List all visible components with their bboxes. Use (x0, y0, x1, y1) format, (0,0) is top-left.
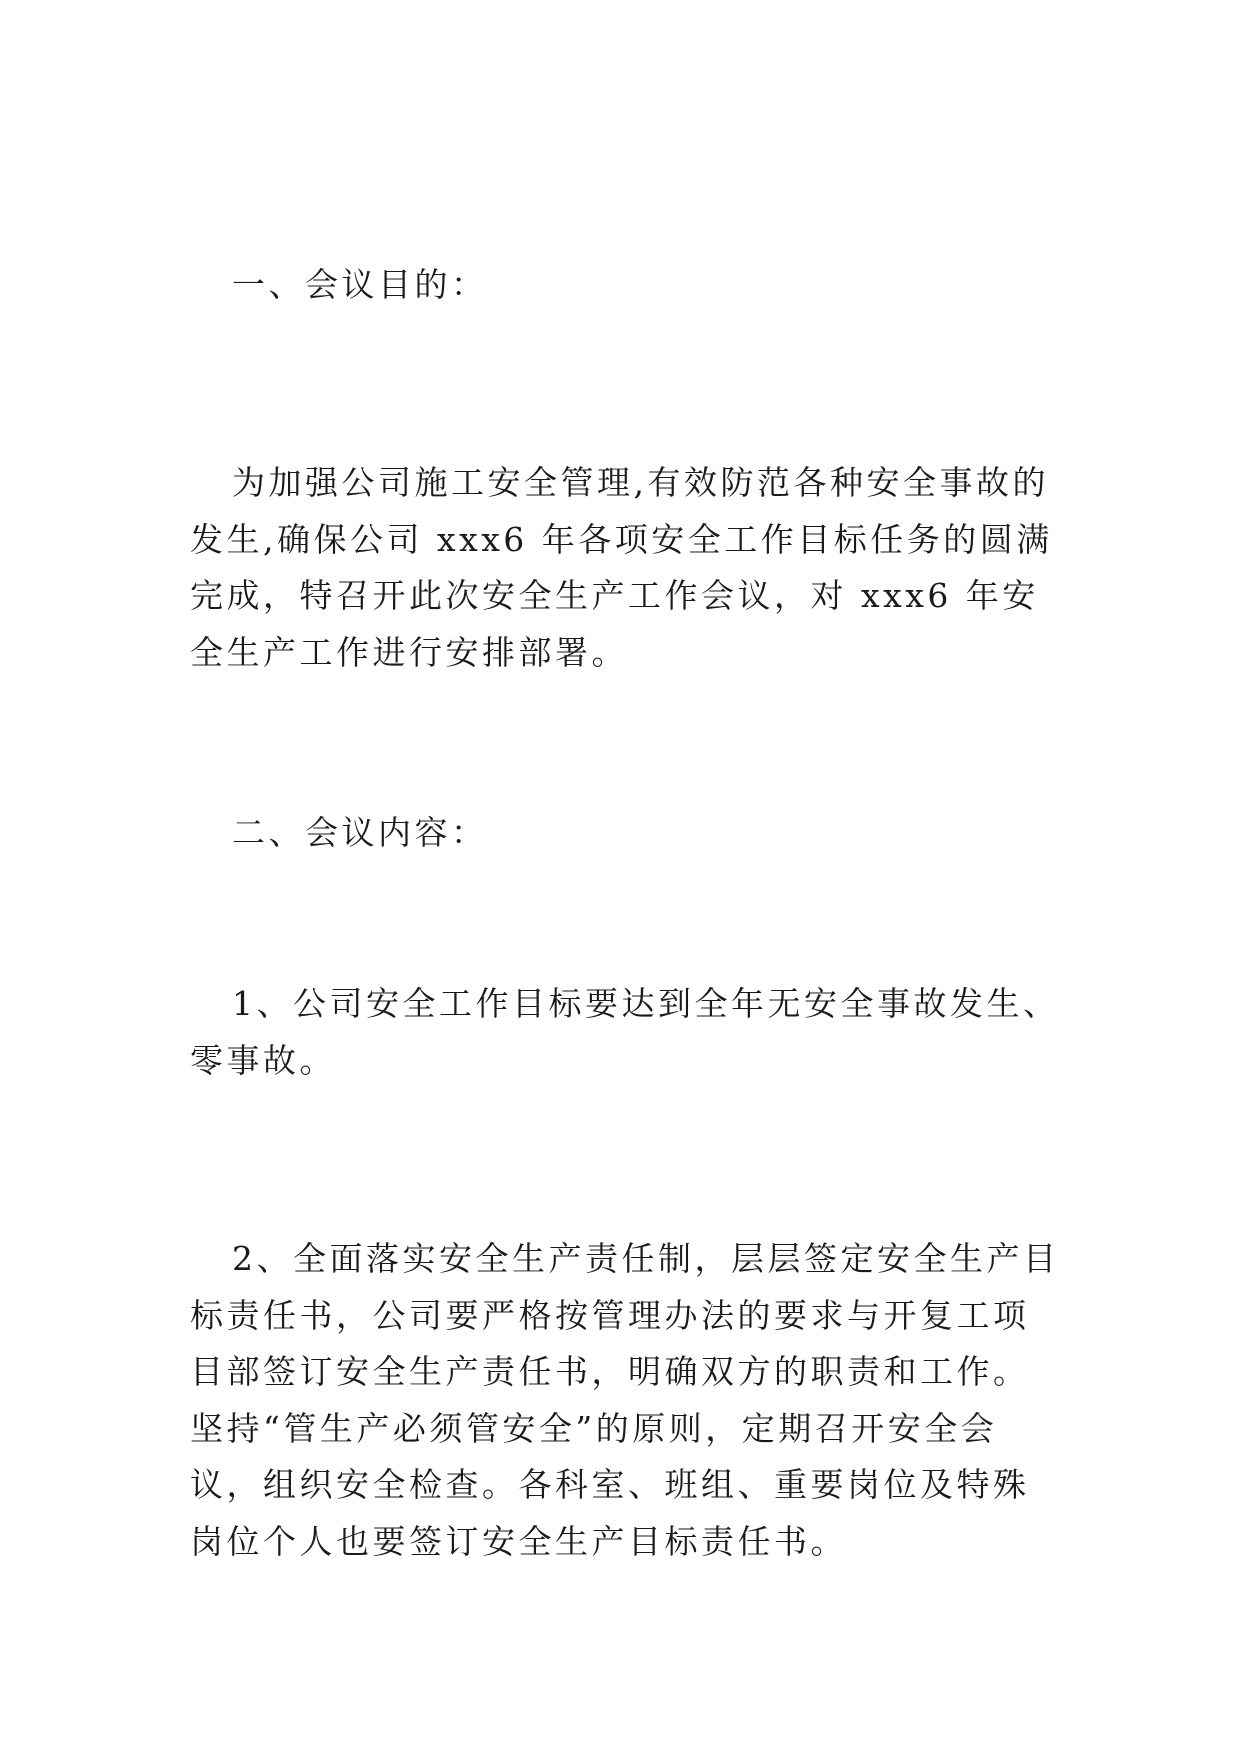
paragraph-content-item-2: 2、全面落实安全生产责任制，层层签定安全生产目标责任书，公司要严格按管理办法的要求与开复工项目部签订安全生产责任书，明确双方的职责和工作。坚持“管生产必须管安全”的原则，定期召开安全会议，组织安全检查。各科室、班组、重要岗位及特殊岗位个人也要签订安全生产目标责任书。 (190, 1239, 1060, 1561)
section-heading-meeting-content: 二、会议内容： (232, 813, 488, 852)
paragraph-content-item-1: 1、公司安全工作目标要达到全年无安全事故发生、零事故。 (190, 984, 1060, 1080)
paragraph-meeting-purpose: 为加强公司施工安全管理,有效防范各种安全事故的发生,确保公司 xxx6 年各项安全工作目标任务的圆满完成，特召开此次安全生产工作会议，对 xxx6 年安全生产工作进行安排部署。 (190, 463, 1053, 672)
section-heading-meeting-purpose: 一、会议目的： (232, 265, 488, 304)
